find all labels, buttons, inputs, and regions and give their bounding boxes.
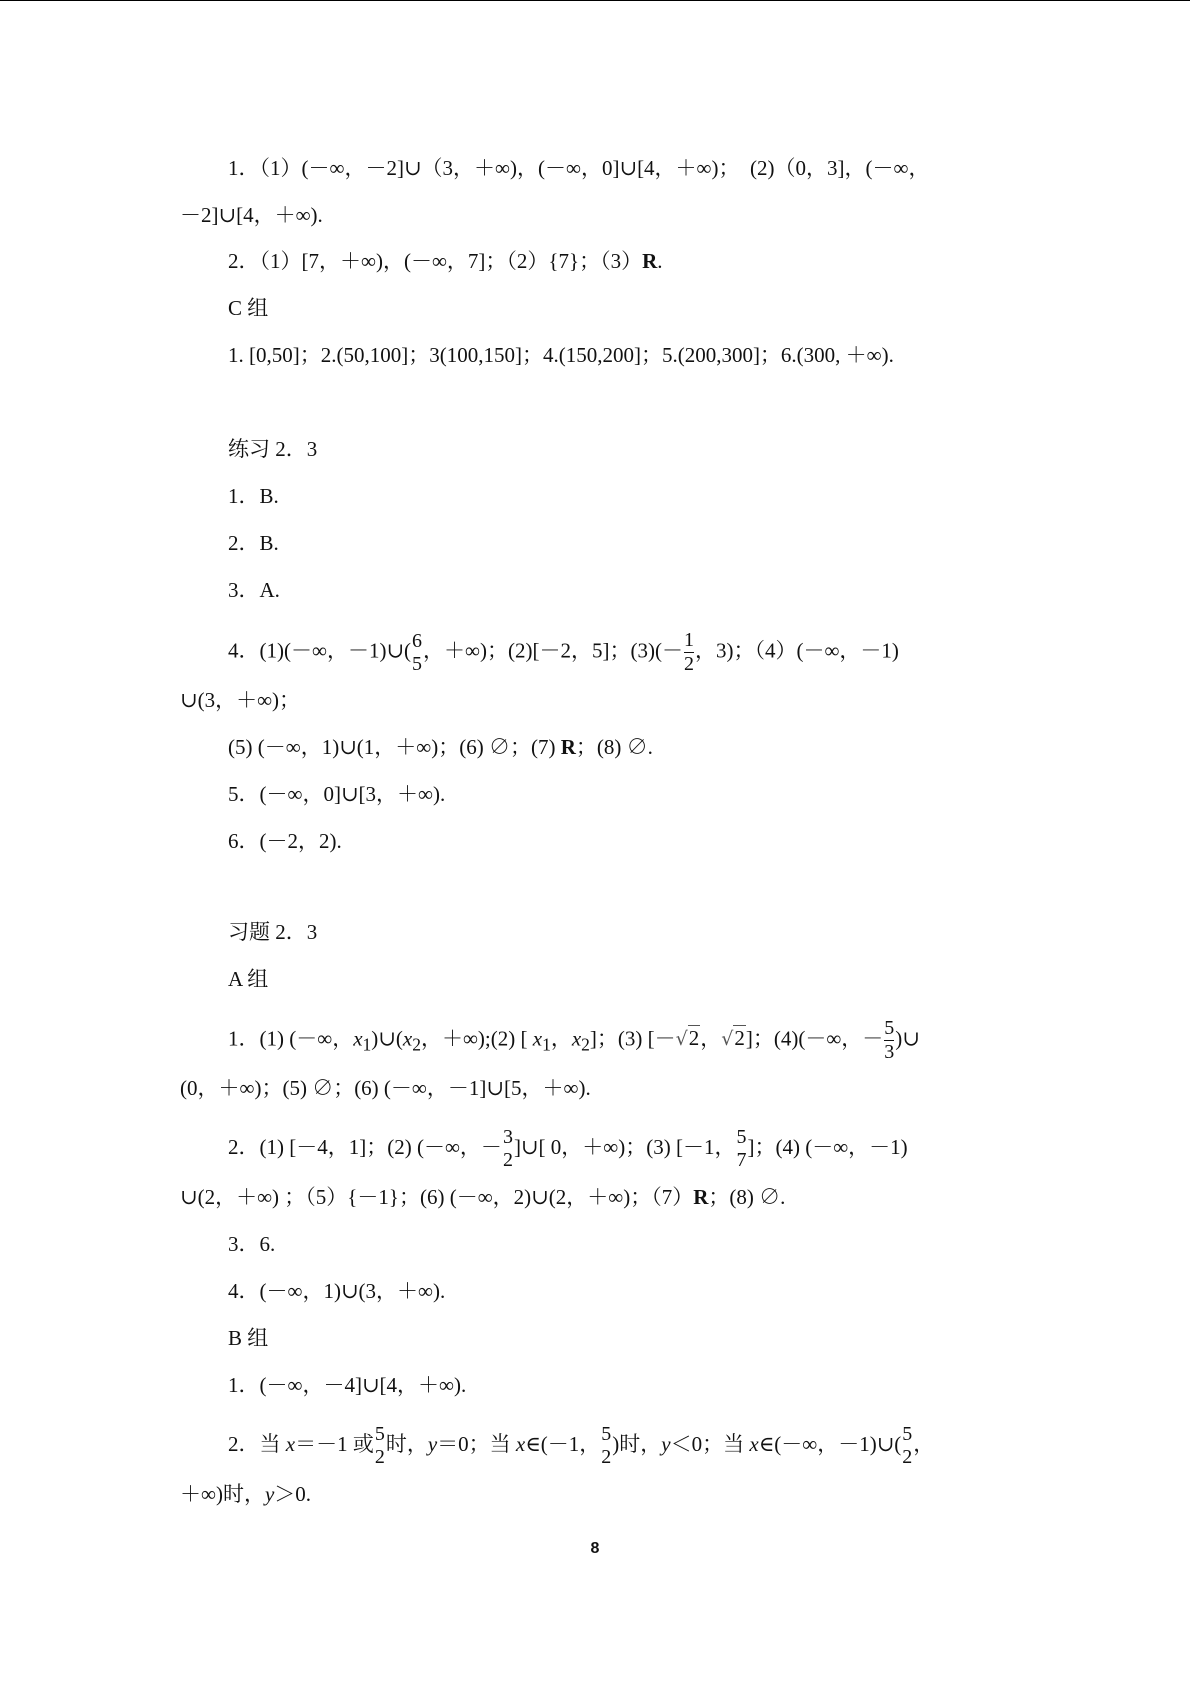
answer-line: (5) (－∞，1)∪(1，＋∞)；(6) ∅；(7) R；(8) ∅. bbox=[228, 735, 653, 759]
fraction: 5 2 bbox=[601, 1423, 612, 1468]
fraction: 5 2 bbox=[902, 1423, 913, 1468]
fraction: $\frac{1}{2}$ bbox=[683, 629, 694, 675]
section-title: 练习 2．3 bbox=[228, 437, 318, 461]
answer-line: 3．6. bbox=[228, 1232, 276, 1256]
answer-line: 1．(－∞，－4]∪[4，＋∞). bbox=[228, 1373, 467, 1397]
square-root: √2 bbox=[721, 1026, 745, 1051]
answer-line: 6．(－2，2). bbox=[228, 829, 342, 853]
section-title: 习题 2．3 bbox=[228, 920, 318, 944]
group-heading: B 组 bbox=[228, 1326, 269, 1350]
answer-line: 4．(－∞，1)∪(3，＋∞). bbox=[228, 1279, 446, 1303]
fraction: 5 7 bbox=[736, 1126, 747, 1171]
answer-line: 1．B. bbox=[228, 484, 279, 508]
answer-line: (0，＋∞)；(5) ∅；(6) (－∞，－1]∪[5，＋∞). bbox=[180, 1076, 591, 1100]
answer-line: ＋∞)时，y＞0. bbox=[180, 1482, 312, 1506]
answer-line: ∪(3，＋∞)； bbox=[180, 688, 301, 712]
answer-line: 2．（1）[7，＋∞)，(－∞，7]；（2）{7}；（3）R. bbox=[228, 249, 663, 273]
answer-line: 1. [0,50]；2.(50,100]；3(100,150]；4.(150,200]；5.(200,300]；6.(300, ＋∞). bbox=[228, 343, 894, 367]
page-number: 8 bbox=[590, 1540, 600, 1557]
fraction: $\frac{5}{3}$ bbox=[884, 1017, 895, 1063]
answer-line: ∪(2，＋∞) ；（5）{－1}；(6) (－∞，2)∪(2，＋∞)；（7）R；(8) ∅. bbox=[180, 1185, 786, 1209]
answer-line: 1．（1）(－∞，－2]∪（3，＋∞)，(－∞，0]∪[4，＋∞)； (2)（0，3]，(－∞， bbox=[228, 156, 930, 180]
group-heading: A 组 bbox=[228, 967, 269, 991]
answer-line: 2．当 x＝－1 或 5 2 时，y＝0；当 x∈(－1， 5 2 )时，y＜0；当 x∈(－∞，－1)∪( 5 2 ， bbox=[228, 1423, 935, 1468]
answer-line: 1．(1) (－∞，$x_1)\cup(x_2$，＋∞);(2) [ $x_1$，$x_2$]；(3) [－√2，√2]；(4)(－∞，－ $\frac{5}{3}$ )∪ bbox=[228, 1017, 920, 1063]
fraction: 6 5 bbox=[412, 629, 423, 675]
group-heading: C 组 bbox=[228, 296, 269, 320]
answer-line: 2．B. bbox=[228, 531, 279, 555]
fraction: 5 2 bbox=[374, 1423, 385, 1468]
fraction: 3 2 bbox=[502, 1126, 513, 1171]
answer-line: 3．A. bbox=[228, 578, 280, 602]
answer-line: 2．(1) [－4，1]；(2) (－∞，－ 3 2 ]∪[ 0，＋∞)；(3) [－1， 5 7 ]；(4) (－∞，－1) bbox=[228, 1126, 908, 1171]
answer-line: 5．(－∞，0]∪[3，＋∞). bbox=[228, 782, 446, 806]
top-border-line bbox=[0, 0, 1190, 1]
square-root: √2 bbox=[675, 1026, 700, 1051]
answer-line: 4．(1)(－∞，－1)∪( 6 5 ，＋∞)；(2)[－2，5]；(3)(－ $\frac{1}{2}$ ，3)；（4）(－∞，－1) bbox=[228, 629, 899, 675]
answer-line: －2]∪[4，＋∞). bbox=[180, 203, 323, 227]
